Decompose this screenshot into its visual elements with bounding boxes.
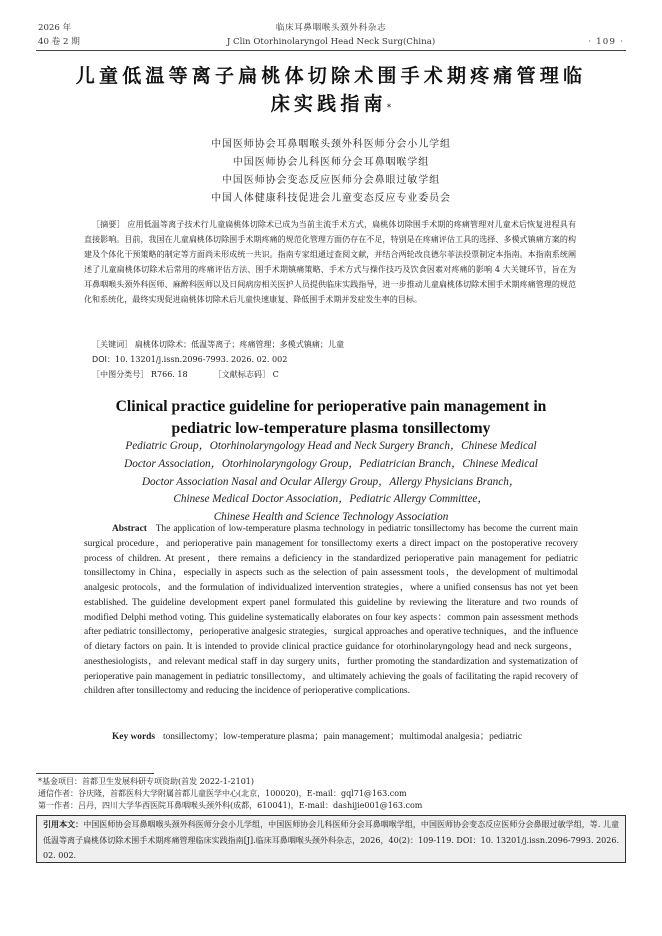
header-journal-cn: 临床耳鼻咽喉头颈外科杂志 [275,23,387,33]
citation-label: 引用本文： [43,820,84,829]
author-group: 中国医师协会儿科医师分会耳鼻咽喉学组 [232,157,430,168]
title-cn-line2-text: 床实践指南 [270,93,387,115]
doc-code-label: ［文献标志码］ [213,370,270,379]
header-journal-en: J Clin Otorhinolaryngol Head Neck Surg(China) [226,37,436,47]
keywords-en [112,730,582,744]
footnote-funding: *基金项目：首都卫生发展科研专项资助(首发 2022-1-2101) [38,777,254,786]
keywords-cn [92,337,344,352]
header-page-number: · 109 · [588,37,624,47]
author-group: 中国医师协会耳鼻咽喉头颈外科医师分会小儿学组 [211,139,451,150]
abstract-en [84,522,578,699]
title-en-line2: pediatric low-temperature plasma tonsillectomy [171,420,491,437]
title-cn-line1: 儿童低温等离子扁桃体切除术围手术期疼痛管理临 [75,65,587,87]
citation-box [36,815,626,863]
citation-text: 中国医师协会耳鼻咽喉头颈外科医师分会小儿学组，中国医师协会儿科医师分会耳鼻咽喉学组，中国医师协会变态反应医师分会鼻眼过敏学组，等. 儿童低温等离子扁桃体切除术围手术期疼痛管理临床实践指南[J].临床耳鼻咽喉头颈外科杂志，2026，40(2)：109-119. DOI：10. 13201/j.issn.2096-7993. 2026. 02. 002. [43,820,619,860]
footnote-first-author: 第一作者：吕丹，四川大学华西医院耳鼻咽喉头颈外科(成都，610041)，E-mail：dashijie001@163.com [38,801,423,810]
clc-value: R766. 18 [150,370,188,379]
keywords-cn-label: ［关键词］ [92,340,133,349]
keywords-en-label: Key words [112,732,155,742]
author-group: 中国人体健康科技促进会儿童变态反应专业委员会 [211,193,451,204]
author-en-line: Chinese Medical Doctor Association，Pediatric Allergy Committee， [173,493,489,505]
classification-line [92,367,279,382]
author-en-line: Doctor Association Nasal and Ocular Allergy Group，Allergy Physicians Branch， [141,476,521,488]
abstract-en-label: Abstract [112,524,147,534]
author-en-line: Pediatric Group，Otorhinolaryngology Head and Neck Surgery Branch，Chinese Medical [125,440,537,452]
abstract-cn [84,217,576,307]
title-en-line1: Clinical practice guideline for perioperative pain management in [115,398,547,415]
clc-label: ［中图分类号］ [92,370,149,379]
footnote-corresponding-author: 通信作者：谷庆隆，首都医科大学附属首都儿童医学中心(北京，100020)，E-mail：gql71@163.com [38,789,407,798]
doc-code-value: C [272,370,279,379]
title-cn-line2 [40,90,622,118]
header-volume-issue: 40 卷 2 期 [38,37,80,47]
author-en-line: Doctor Association，Otorhinolaryngology Group，Pediatrician Branch，Chinese Medical [124,458,538,470]
keywords-cn-text: 扁桃体切除术；低温等离子；疼痛管理；多模式镇痛；儿童 [134,340,345,349]
title-footnote-mark: * [386,103,392,113]
keywords-en-text: tonsillectomy；low-temperature plasma；pain management；multimodal analgesia；pediatric [162,732,522,742]
author-en-line: Chinese Health and Science Technology Association [213,511,449,523]
header-year: 2026 年 [38,23,72,33]
header-rule [36,50,626,51]
abstract-cn-label: ［摘要］ [92,220,125,229]
author-group: 中国医师协会变态反应医师分会鼻眼过敏学组 [222,175,440,186]
abstract-cn-text: 应用低温等离子技术行儿童扁桃体切除术已成为当前主流手术方式，扁桃体切除围手术期的疼痛管理对儿童术后恢复进程具有直接影响。目前，我国在儿童扁桃体切除围手术期疼痛的规范化管理方面仍存在不足，特别是在疼痛评估工具的选择、多模式镇痛方案的构建及个体化干预策略的制定等方面尚未形成统一共识。指南专家组通过查阅文献，并结合两轮改良德尔菲法投票制定本指南。本指南系统阐述了儿童扁桃体切除术后常用的疼痛评估方法、围手术期镇痛策略、手术方式与操作技巧及饮食因素对疼痛的影响 4 大关键环节，旨在为耳鼻咽喉头颈外科医师、麻醉科医师以及日间病房相关医护人员提供临床实践指导，进一步推动儿童扁桃体切除术围手术期疼痛管理的规范化和系统化，最终实现促进扁桃体切除术后儿童快速康复、降低围手术期并发症发生率的目标。 [84,220,576,304]
doi-label: DOI [92,355,107,364]
doi-cn [92,352,287,367]
doi-value: ：10. 13201/j.issn.2096-7993. 2026. 02. 002 [106,355,288,364]
abstract-en-text: The application of low-temperature plasma technology in pediatric tonsillectomy has become the current main surgical procedure，and perioperative pain management for tonsillectomy exerts a direct impact on the postoperative recovery process of children. At present，there remains a deficiency in the standardized perioperative pain management for pediatric tonsillectomy in China，especially in aspects such as the selection of pain assessment tools，the development of multimodal analgesic protocols，and the formulation of individualized intervention strategies，where a unified consensus has not yet been established. The guideline development expert panel formulated this guideline by reviewing the literature and two rounds of modified Delphi method voting. This guideline systematically elaborates on four key aspects：common pain assessment methods after pediatric tonsillectomy，perioperative analgesic strategies，surgical approaches and operative techniques，and the influence of dietary factors on pain. It is intended to provide clinical practice guidance for otorhinolaryngology head and neck surgeons，anesthesiologists，and relevant medical staff in day surgery units，further promoting the standardization and systematization of perioperative pain management in pediatric tonsillectomy，and ultimately achieving the goals of facilitating the rapid recovery of children after tonsillectomy and reducing the incidence of perioperative complications. [84,524,578,697]
footnote-rule [36,773,154,774]
